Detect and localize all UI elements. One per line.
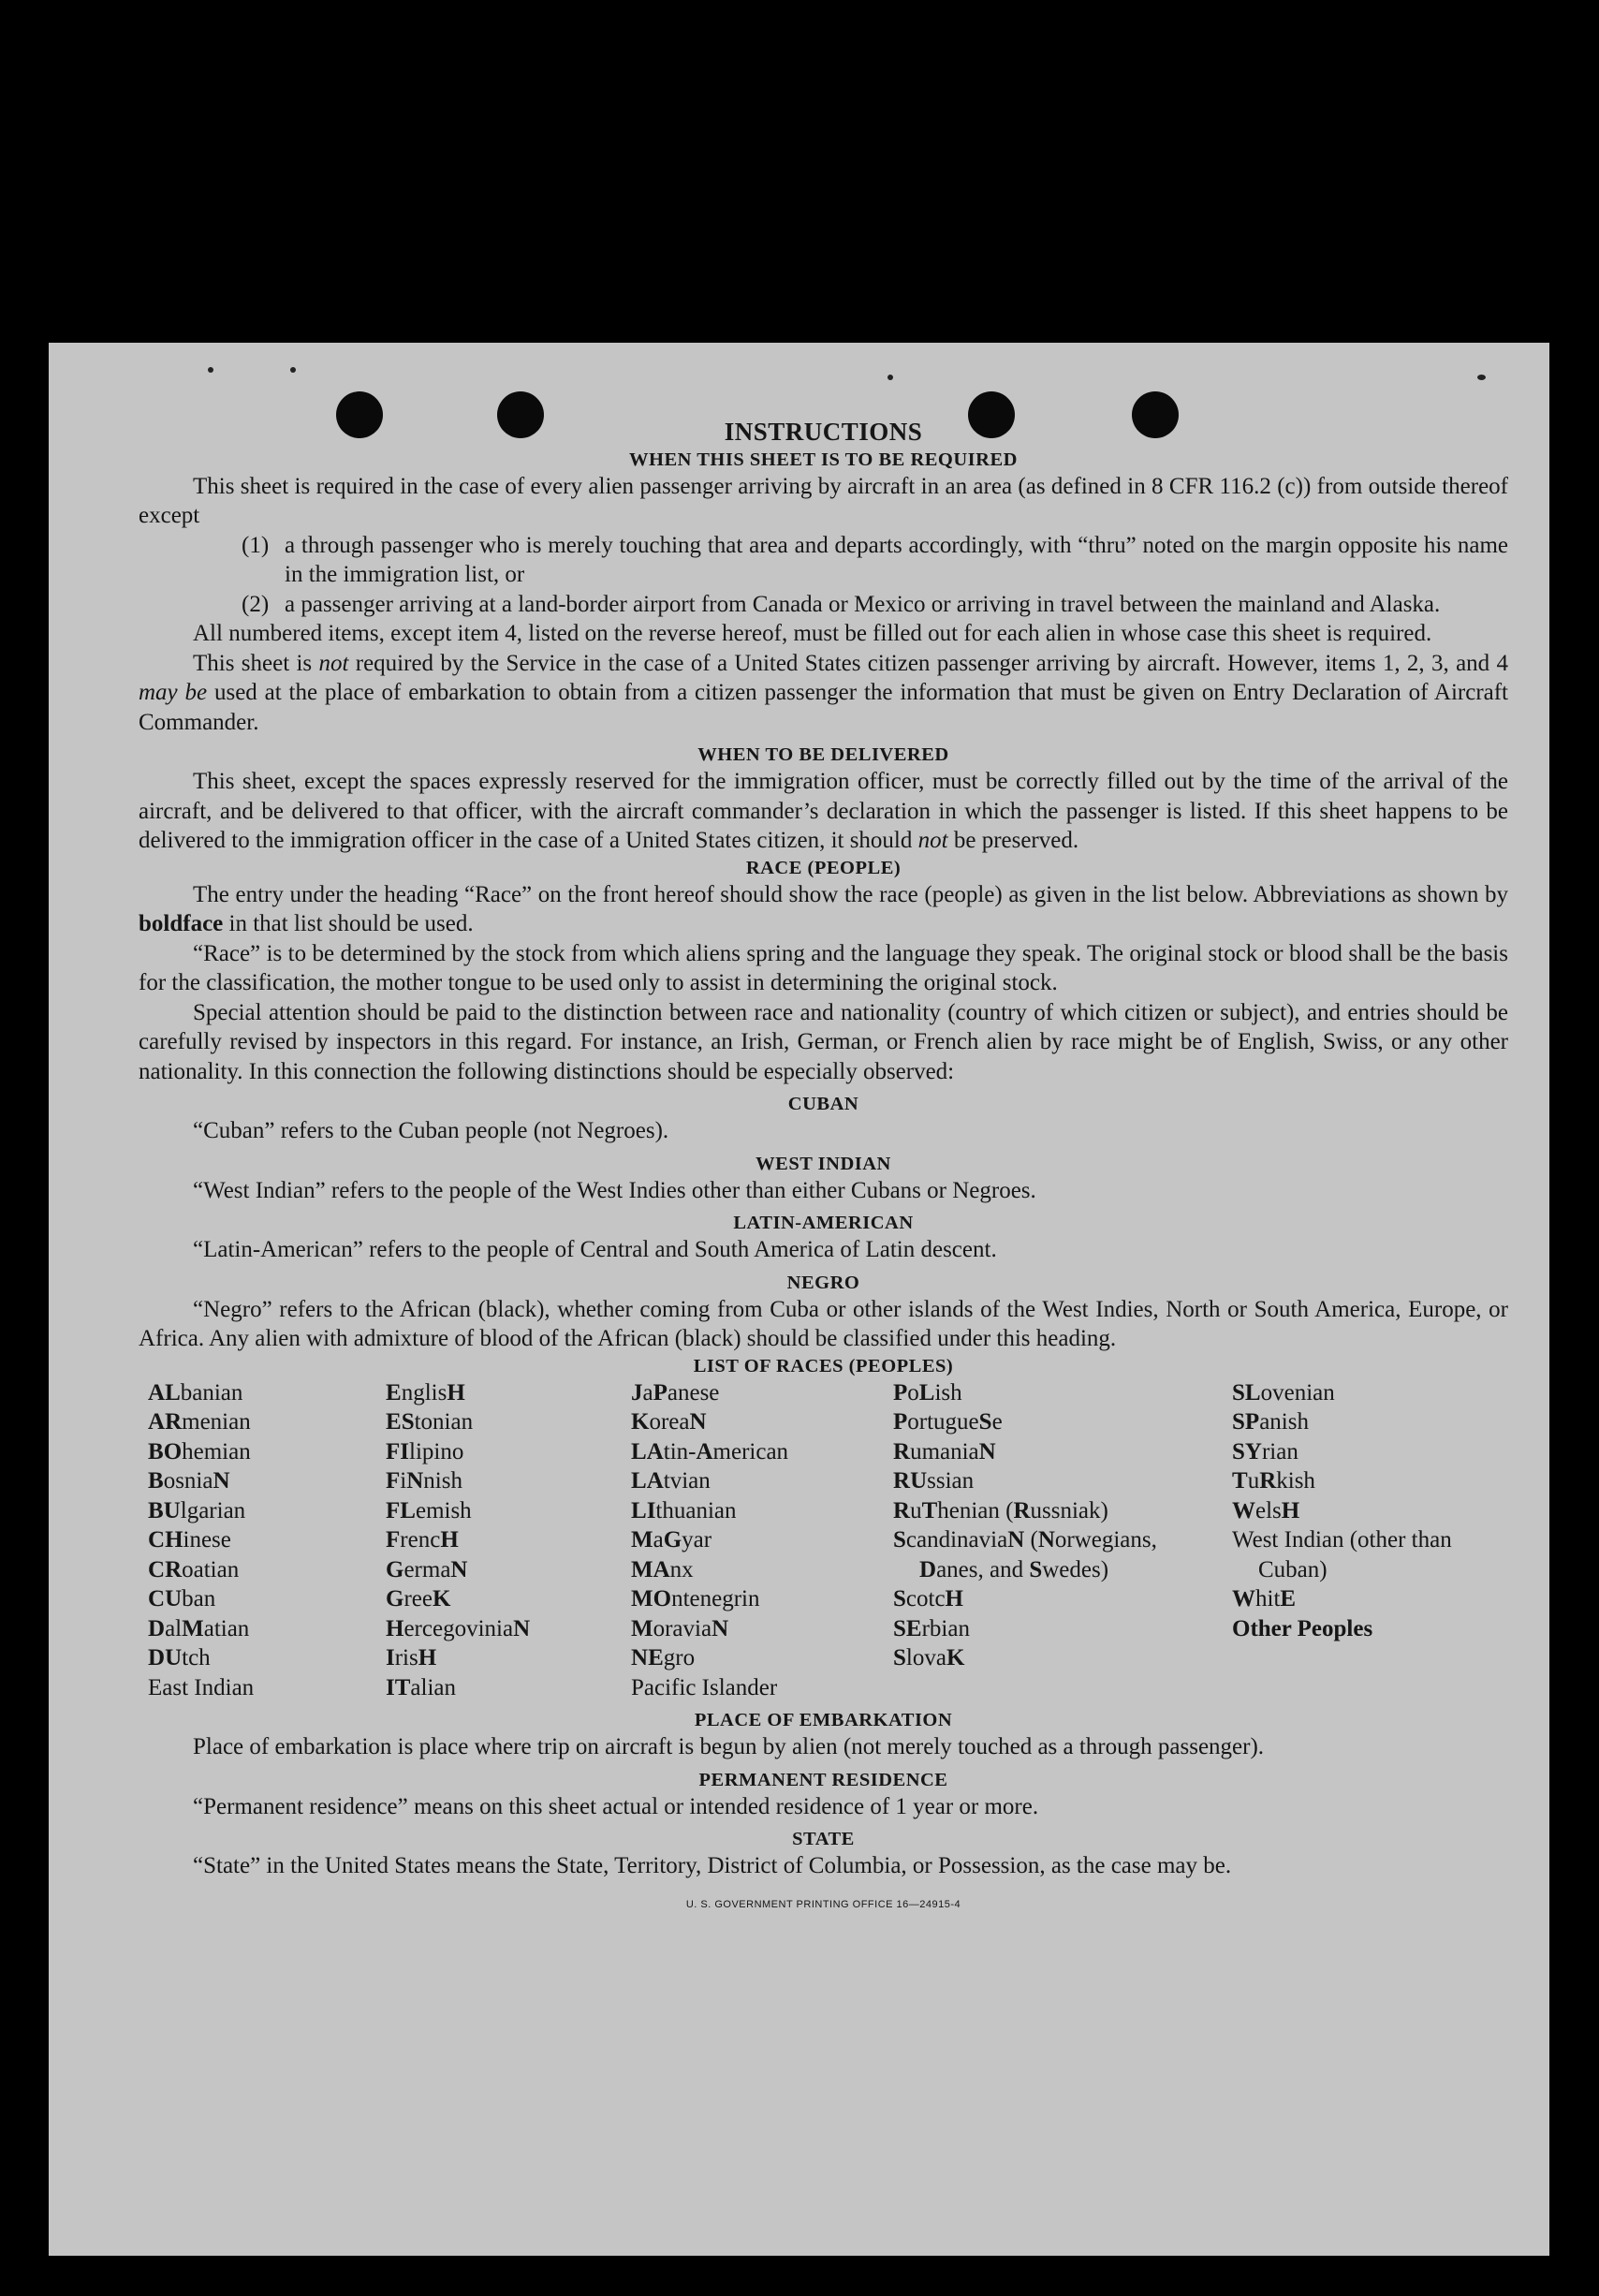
section-heading-state: STATE xyxy=(792,1829,855,1849)
race-item: ITalian xyxy=(386,1674,457,1700)
race-item: GermaN xyxy=(386,1556,468,1582)
race-item: EnglisH xyxy=(386,1379,465,1406)
paragraph: This sheet, except the spaces expressly reserved for the immigration officer, must be correctly filled out by the time of the arrival of the aircraft, and be delivered to that officer, with the aircraft commander’s declaration in which the passenger is listed. If this sheet happens to be delivered to the immigration officer in the case of a United States citizen, it should not be preserved. xyxy=(139,769,1508,853)
race-item: RUssian xyxy=(893,1468,975,1494)
section-heading-cuban: CUBAN xyxy=(787,1094,859,1114)
race-item: FrencH xyxy=(386,1527,459,1553)
section-heading-negro: NEGRO xyxy=(786,1272,860,1293)
race-item: East Indian xyxy=(148,1674,255,1700)
race-item: PortugueSe xyxy=(893,1409,1003,1435)
race-item: KoreaN xyxy=(631,1409,707,1435)
races-column xyxy=(1232,1378,1471,1703)
race-item: FLemish xyxy=(386,1497,472,1523)
section-heading-residence: PERMANENT RESIDENCE xyxy=(698,1769,948,1790)
paragraph: This sheet is required in the case of every alien passenger arriving by aircraft in an area (as defined in 8 CFR 116.2 (c)) from outside thereof except xyxy=(139,473,1508,528)
race-item: RuThenian (Russniak) xyxy=(893,1497,1108,1523)
race-item: EStonian xyxy=(386,1409,474,1435)
paragraph: “State” in the United States means the State, Territory, District of Columbia, or Possession, as the case may be. xyxy=(193,1853,1232,1878)
paragraph: The entry under the heading “Race” on the front hereof should show the race (people) as given in the list below. Abbreviations as shown by boldface in that list should be used. xyxy=(139,881,1508,936)
race-item: SYrian xyxy=(1232,1438,1298,1464)
race-item: MoraviaN xyxy=(631,1615,729,1641)
race-item: WelsH xyxy=(1232,1497,1300,1523)
races-column xyxy=(893,1378,1165,1703)
race-item: DalMatian xyxy=(148,1615,250,1641)
race-item: BosniaN xyxy=(148,1468,230,1494)
speck xyxy=(888,375,893,380)
speck xyxy=(1477,375,1486,380)
race-item: Other Peoples xyxy=(1232,1615,1373,1641)
race-item: FiNnish xyxy=(386,1468,462,1494)
exceptions-list xyxy=(242,531,1508,620)
paragraph: “Race” is to be determined by the stock from which aliens spring and the language they speak. The original stock or blood shall be the basis for the classification, the mother tongue to be used only to assist in determining the original stock. xyxy=(139,940,1508,995)
race-item: CHinese xyxy=(148,1527,231,1553)
race-item: Pacific Islander xyxy=(631,1674,778,1700)
race-item: SErbian xyxy=(893,1615,970,1641)
paragraph: “Permanent residence” means on this sheet actual or intended residence of 1 year or more. xyxy=(193,1793,1039,1819)
race-item: LIthuanian xyxy=(631,1497,737,1523)
race-item: MaGyar xyxy=(631,1527,712,1553)
race-item: ScotcH xyxy=(893,1586,963,1612)
race-item: TuRkish xyxy=(1232,1468,1315,1494)
race-item: ScandinaviaN (Norwegians, Danes, and Swedes) xyxy=(893,1527,1157,1582)
race-item: WhitE xyxy=(1232,1586,1297,1612)
section-heading-latin-american: LATIN-AMERICAN xyxy=(733,1213,914,1233)
race-item: GreeK xyxy=(386,1586,451,1612)
race-item: HercegoviniaN xyxy=(386,1615,531,1641)
race-item: CUban xyxy=(148,1586,216,1612)
section-heading-west-indian: WEST INDIAN xyxy=(755,1153,891,1174)
race-item: IrisH xyxy=(386,1645,437,1670)
paragraph: “West Indian” refers to the people of the West Indies other than either Cubans or Negroes. xyxy=(193,1177,1036,1203)
race-item: NEgro xyxy=(631,1645,696,1670)
race-item: MOntenegrin xyxy=(631,1586,760,1612)
race-item: PoLish xyxy=(893,1379,962,1406)
section-heading-embarkation: PLACE OF EMBARKATION xyxy=(694,1710,953,1730)
document-sheet xyxy=(49,343,1549,2256)
race-item: LAtvian xyxy=(631,1468,711,1494)
section-heading-races-list: LIST OF RACES (PEOPLES) xyxy=(693,1355,954,1376)
speck xyxy=(208,367,213,373)
paragraph: Special attention should be paid to the distinction between race and nationality (country of which citizen or subject), and entries should be carefully revised by inspectors in this regard. For instance, an Irish, German, or French alien by race might be of English, Swiss, or any other nationality. In this connection the following distinctions should be especially observed: xyxy=(139,999,1508,1084)
race-item: BOhemian xyxy=(148,1438,251,1464)
race-item: JaPanese xyxy=(631,1379,720,1406)
race-item: SlovaK xyxy=(893,1645,965,1670)
race-item: RumaniaN xyxy=(893,1438,996,1464)
races-column xyxy=(631,1378,893,1703)
race-item: SPanish xyxy=(1232,1409,1309,1435)
race-item: LAtin-American xyxy=(631,1438,789,1464)
race-item: DUtch xyxy=(148,1645,211,1670)
race-item: ALbanian xyxy=(148,1379,243,1406)
races-column xyxy=(386,1378,631,1703)
paragraph: “Cuban” refers to the Cuban people (not Negroes). xyxy=(193,1118,669,1143)
instructions-content xyxy=(139,418,1508,1920)
race-item: CRoatian xyxy=(148,1556,240,1582)
race-item: ARmenian xyxy=(148,1409,251,1435)
race-item: BUlgarian xyxy=(148,1497,246,1523)
paragraph: “Latin-American” refers to the people of Central and South America of Latin descent. xyxy=(193,1237,997,1262)
paragraph: “Negro” refers to the African (black), whether coming from Cuba or other islands of the West Indies, North or South America, Europe, or Africa. Any alien with admixture of blood of the African (black) should be classified under this heading. xyxy=(139,1296,1508,1351)
race-item: West Indian (other than Cuban) xyxy=(1232,1527,1452,1582)
list-item: (2) a passenger arriving at a land-border airport from Canada or Mexico or arriving in travel between the mainland and Alaska. xyxy=(242,591,1441,617)
speck xyxy=(290,367,296,373)
section-heading-race: RACE (PEOPLE) xyxy=(745,857,902,878)
race-item: SLovenian xyxy=(1232,1379,1335,1406)
races-column xyxy=(139,1378,386,1703)
section-heading-delivered: WHEN TO BE DELIVERED xyxy=(697,744,949,765)
race-item: MAnx xyxy=(631,1556,694,1582)
list-item: (1) a through passenger who is merely touching that area and departs accordingly, with “thru” noted on the margin opposite his name in the immigration list, or xyxy=(242,532,1508,587)
paragraph: All numbered items, except item 4, listed on the reverse hereof, must be filled out for each alien in whose case this sheet is required. xyxy=(193,621,1432,646)
race-item: FIlipino xyxy=(386,1438,464,1464)
paragraph: This sheet is not required by the Service in the case of a United States citizen passenger arriving by aircraft. However, items 1, 2, 3, and 4 may be used at the place of embarkation to obtain from a citizen passenger the information that must be given on Entry Declaration of Aircraft Commander. xyxy=(139,650,1509,735)
printing-office-footer: U. S. GOVERNMENT PRINTING OFFICE 16—24915-4 xyxy=(685,1898,961,1910)
page-title: INSTRUCTIONS xyxy=(724,418,923,446)
section-heading-required: WHEN THIS SHEET IS TO BE REQUIRED xyxy=(629,449,1018,470)
races-table xyxy=(139,1378,1508,1703)
paragraph: Place of embarkation is place where trip on aircraft is begun by alien (not merely touched as a through passenger). xyxy=(193,1734,1265,1759)
